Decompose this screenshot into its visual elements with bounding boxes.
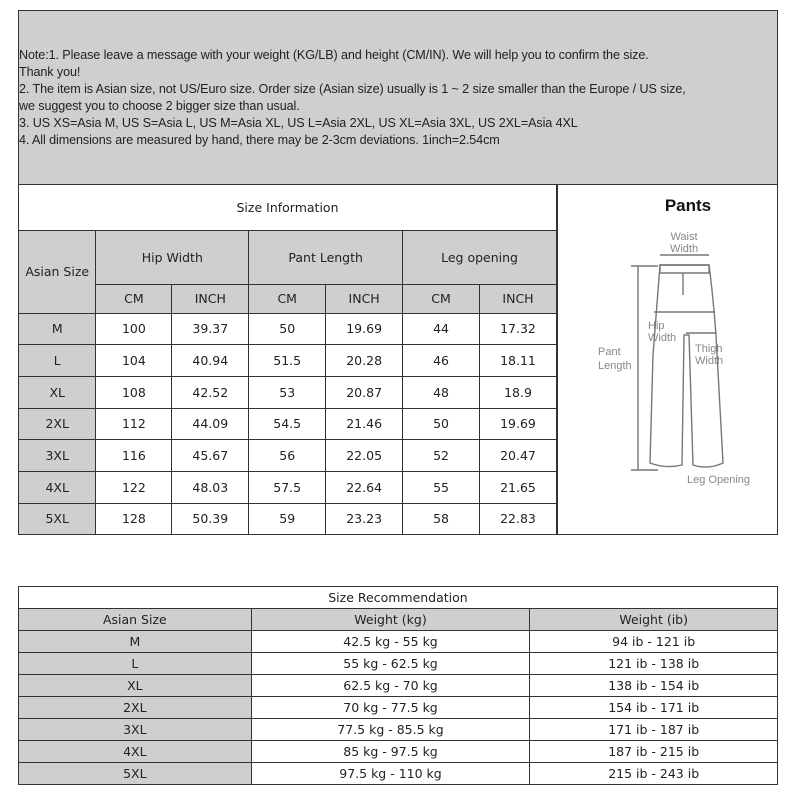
measurement-cell: 51.5 [249,345,326,377]
unit-header: CM [249,284,326,313]
size-cell: 4XL [19,741,252,763]
measurement-cell: 50.39 [172,503,249,535]
table-title: Size Recommendation [19,587,778,609]
size-cell: 5XL [19,503,96,535]
header-hip-width: Hip Width [96,230,249,284]
leg-opening-label: Leg Opening [687,474,750,486]
unit-header: INCH [172,284,249,313]
diagram-title: Pants [664,196,712,215]
measurement-cell: 21.46 [326,408,403,440]
measurement-cell: 22.64 [326,471,403,503]
hip-label: Hip [648,320,665,332]
table-row [19,719,778,741]
measurement-cell: 112 [96,408,172,440]
size-cell: M [19,313,96,345]
measurement-cell: 18.9 [480,376,557,408]
length-label: Pant [598,346,621,358]
note-line: 3. US XS=Asia M, US S=Asia L, US M=Asia XL, US L=Asia 2XL, US XL=Asia 3XL, US 2XL=Asia 4XL [19,116,578,130]
weight-cell: 121 ib - 138 ib [530,653,778,675]
measurement-cell: 22.83 [480,503,557,535]
measurement-cell: 45.67 [172,440,249,472]
measurement-cell: 20.28 [326,345,403,377]
size-cell: 3XL [19,719,252,741]
table-row [19,503,557,535]
table-row [19,313,557,345]
table-row [19,408,557,440]
measurement-cell: 50 [249,313,326,345]
weight-cell: 138 ib - 154 ib [530,675,778,697]
note-line: 2. The item is Asian size, not US/Euro size. Order size (Asian size) usually is 1 ~ 2 size smaller than the Europe / US size, [19,82,686,96]
header-leg-opening: Leg opening [403,230,557,284]
note-line: 4. All dimensions are measured by hand, there may be 2-3cm deviations. 1inch=2.54cm [19,133,500,147]
table-row [19,440,557,472]
waist-label: Width [669,243,699,255]
size-cell: 5XL [19,763,252,785]
header-weight-lb: Weight (ib) [530,609,778,631]
size-cell: M [19,631,252,653]
size-notes [19,11,777,185]
weight-cell: 62.5 kg - 70 kg [251,675,530,697]
measurement-cell: 108 [96,376,172,408]
measurement-cell: 57.5 [249,471,326,503]
weight-cell: 85 kg - 97.5 kg [251,741,530,763]
size-recommendation-table [18,586,778,785]
size-cell: XL [19,675,252,697]
table-row [19,376,557,408]
size-cell: 2XL [19,408,96,440]
weight-cell: 42.5 kg - 55 kg [251,631,530,653]
table-row [19,653,778,675]
table-row [19,697,778,719]
header-asian-size: Asian Size [19,609,252,631]
measurement-cell: 104 [96,345,172,377]
size-cell: 2XL [19,697,252,719]
pants-measurement-diagram [557,185,778,535]
measurement-cell: 116 [96,440,172,472]
measurement-cell: 58 [403,503,480,535]
measurement-cell: 48 [403,376,480,408]
measurement-cell: 50 [403,408,480,440]
measurement-cell: 21.65 [480,471,557,503]
unit-header: CM [403,284,480,313]
measurement-cell: 54.5 [249,408,326,440]
measurement-cell: 46 [403,345,480,377]
measurement-cell: 53 [249,376,326,408]
measurement-cell: 19.69 [480,408,557,440]
weight-cell: 77.5 kg - 85.5 kg [251,719,530,741]
table-row [19,471,557,503]
measurement-cell: 20.87 [326,376,403,408]
measurement-cell: 59 [249,503,326,535]
measurement-cell: 44.09 [172,408,249,440]
measurement-cell: 42.52 [172,376,249,408]
size-cell: 4XL [19,471,96,503]
table-row [19,631,778,653]
hip-label: Width [648,332,677,344]
measurement-cell: 100 [96,313,172,345]
size-information-table [19,185,557,535]
measurement-cell: 52 [403,440,480,472]
measurement-cell: 20.47 [480,440,557,472]
waist-label: Waist [670,231,698,243]
measurement-cell: 40.94 [172,345,249,377]
size-cell: L [19,653,252,675]
measurement-cell: 22.05 [326,440,403,472]
header-asian-size: Asian Size [19,230,96,313]
measurement-cell: 122 [96,471,172,503]
measurement-cell: 39.37 [172,313,249,345]
thigh-label: Thigh [695,343,723,355]
size-cell: XL [19,376,96,408]
measurement-cell: 19.69 [326,313,403,345]
weight-cell: 94 ib - 121 ib [530,631,778,653]
measurement-cell: 18.11 [480,345,557,377]
weight-cell: 70 kg - 77.5 kg [251,697,530,719]
table-row [19,345,557,377]
size-cell: 3XL [19,440,96,472]
note-line: Note:1. Please leave a message with your weight (KG/LB) and height (CM/IN). We will help you to confirm the size. [19,48,649,62]
measurement-cell: 17.32 [480,313,557,345]
weight-cell: 215 ib - 243 ib [530,763,778,785]
weight-cell: 97.5 kg - 110 kg [251,763,530,785]
size-cell: L [19,345,96,377]
header-pant-length: Pant Length [249,230,403,284]
measurement-cell: 48.03 [172,471,249,503]
table-row [19,763,778,785]
table-row [19,741,778,763]
measurement-cell: 44 [403,313,480,345]
measurement-cell: 23.23 [326,503,403,535]
weight-cell: 55 kg - 62.5 kg [251,653,530,675]
weight-cell: 187 ib - 215 ib [530,741,778,763]
measurement-cell: 128 [96,503,172,535]
table-title: Size Information [19,185,557,230]
unit-header: INCH [326,284,403,313]
weight-cell: 171 ib - 187 ib [530,719,778,741]
length-label: Length [598,360,632,372]
size-chart-panel [18,10,778,535]
note-line: Thank you! [19,65,81,79]
note-line: we suggest you to choose 2 bigger size than usual. [19,99,300,113]
header-weight-kg: Weight (kg) [251,609,530,631]
table-row [19,675,778,697]
unit-header: INCH [480,284,557,313]
measurement-cell: 55 [403,471,480,503]
unit-header: CM [96,284,172,313]
measurement-cell: 56 [249,440,326,472]
weight-cell: 154 ib - 171 ib [530,697,778,719]
thigh-label: Width [695,355,724,367]
